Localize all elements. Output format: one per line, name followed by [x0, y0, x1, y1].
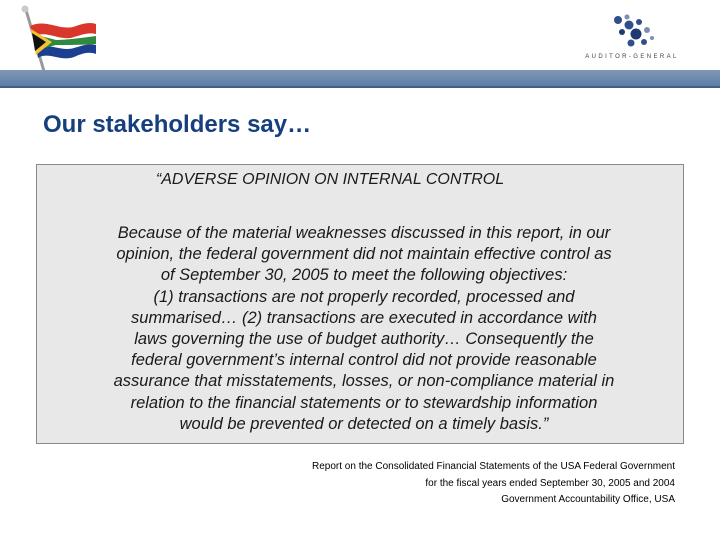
- quote-line: would be prevented or detected on a timely basis.”: [179, 414, 549, 433]
- quote-line: relation to the financial statements or to stewardship information: [130, 393, 598, 412]
- source-line: Government Accountability Office, USA: [501, 494, 675, 506]
- quote-line: opinion, the federal government did not maintain effective control as: [116, 245, 612, 264]
- header-bar: [0, 70, 720, 88]
- slide-header: [0, 0, 720, 88]
- source-citation: [312, 459, 675, 509]
- quote-line: (1) transactions are not properly recorded, processed and: [153, 287, 575, 306]
- brand-text: AUDITOR-GENERAL: [585, 54, 679, 60]
- quote-line: laws governing the use of budget authority… Consequently the: [134, 330, 594, 349]
- quote-heading: [0, 171, 720, 189]
- quote-line: federal government’s internal control did not provide reasonable: [131, 351, 597, 370]
- quote-line: of September 30, 2005 to meet the following objectives:: [160, 266, 568, 285]
- quote-heading-text: “ADVERSE OPINION ON INTERNAL CONTROL: [155, 171, 505, 188]
- quote-body: [40, 223, 688, 435]
- slide-title: Our stakeholders say…: [43, 111, 312, 138]
- quote-line: Because of the material weaknesses discussed in this report, in our: [117, 224, 611, 242]
- quote-line: assurance that misstatements, losses, or non-compliance material in: [113, 372, 615, 391]
- source-line: for the fiscal years ended September 30, 2005 and 2004: [425, 477, 675, 489]
- source-line: Report on the Consolidated Financial Statements of the USA Federal Government: [312, 461, 675, 472]
- quote-line: summarised… (2) transactions are executed in accordance with: [131, 308, 597, 327]
